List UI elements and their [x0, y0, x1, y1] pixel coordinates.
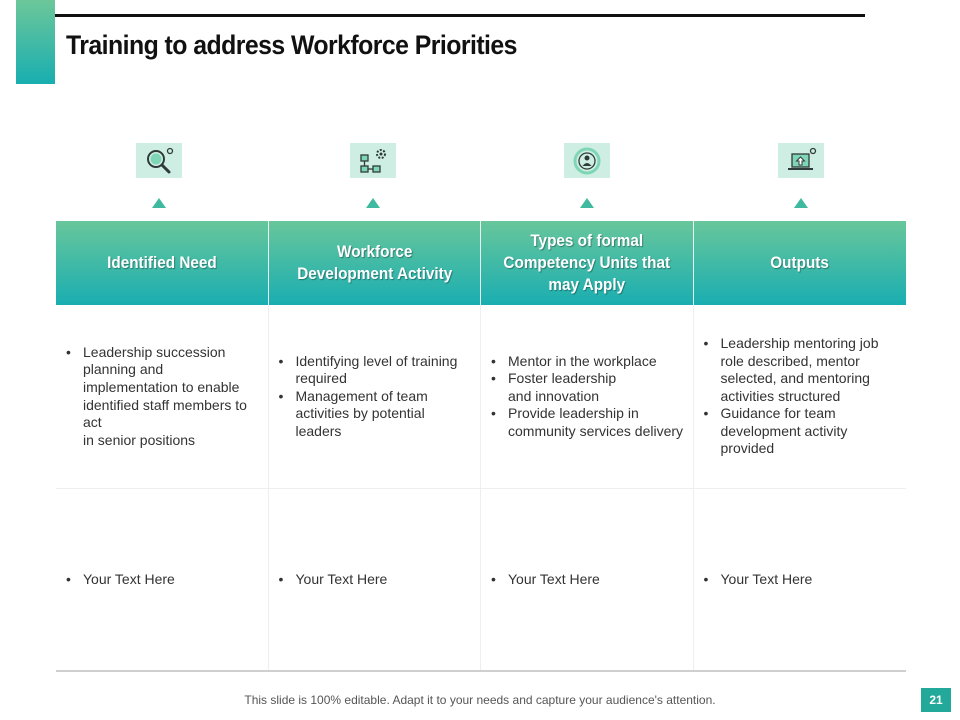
- search-icon: [136, 143, 182, 178]
- list-item: • Your Text Here: [489, 571, 600, 589]
- target-person-icon: [564, 143, 610, 178]
- bullet-list: [489, 353, 685, 441]
- list-item: • Guidance for team development activity provided: [702, 405, 899, 458]
- title-rule: [55, 14, 865, 17]
- table-row: [56, 305, 906, 489]
- table-row: [56, 489, 906, 672]
- table-cell: [481, 305, 694, 488]
- workforce-table: [56, 221, 906, 672]
- table-cell: [694, 489, 907, 670]
- table-cell: [56, 489, 269, 670]
- header-workforce-development-activity: Workforce Development Activity: [269, 221, 482, 305]
- bullet-list: [702, 335, 899, 458]
- header-competency-units: Types of formal Competency Units that may Apply: [481, 221, 694, 305]
- triangle-marker: [152, 198, 166, 208]
- triangle-marker: [366, 198, 380, 208]
- table-cell: [694, 305, 907, 488]
- page-number-badge: 21: [921, 688, 951, 712]
- list-item: • Provide leadership in community services delivery: [489, 405, 685, 440]
- bullet-list: [64, 571, 175, 589]
- laptop-upload-icon: [778, 143, 824, 178]
- bullet-list: [64, 344, 260, 450]
- table-cell: [56, 305, 269, 488]
- table-header-row: [56, 221, 906, 305]
- org-chart-gear-icon: [350, 143, 396, 178]
- list-item: • Your Text Here: [702, 571, 813, 589]
- list-item: • Management of team activities by potential leaders: [277, 388, 473, 441]
- triangle-marker: [580, 198, 594, 208]
- list-item: • Leadership mentoring job role described, mentor selected, and mentoring activities structured: [702, 335, 899, 405]
- list-item: • Your Text Here: [277, 571, 388, 589]
- footer-note: This slide is 100% editable. Adapt it to your needs and capture your audience's attention.: [244, 693, 716, 707]
- list-item: • Mentor in the workplace: [489, 353, 685, 371]
- table-cell: [481, 489, 694, 670]
- table-cell: [269, 305, 482, 488]
- header-identified-need: Identified Need: [56, 221, 269, 305]
- bullet-list: [277, 353, 473, 441]
- bullet-list: [702, 571, 813, 589]
- slide-title: Training to address Workforce Priorities: [66, 30, 517, 60]
- table-cell: [269, 489, 482, 670]
- bullet-list: [489, 571, 600, 589]
- accent-bar: [16, 0, 55, 84]
- header-outputs: Outputs: [694, 221, 907, 305]
- triangle-marker: [794, 198, 808, 208]
- list-item: • Foster leadership and innovation: [489, 370, 685, 405]
- list-item: • Leadership succession planning and implementation to enable identified staff members to act in senior positions: [64, 344, 260, 450]
- list-item: • Your Text Here: [64, 571, 175, 589]
- list-item: • Identifying level of training required: [277, 353, 473, 388]
- bullet-list: [277, 571, 388, 589]
